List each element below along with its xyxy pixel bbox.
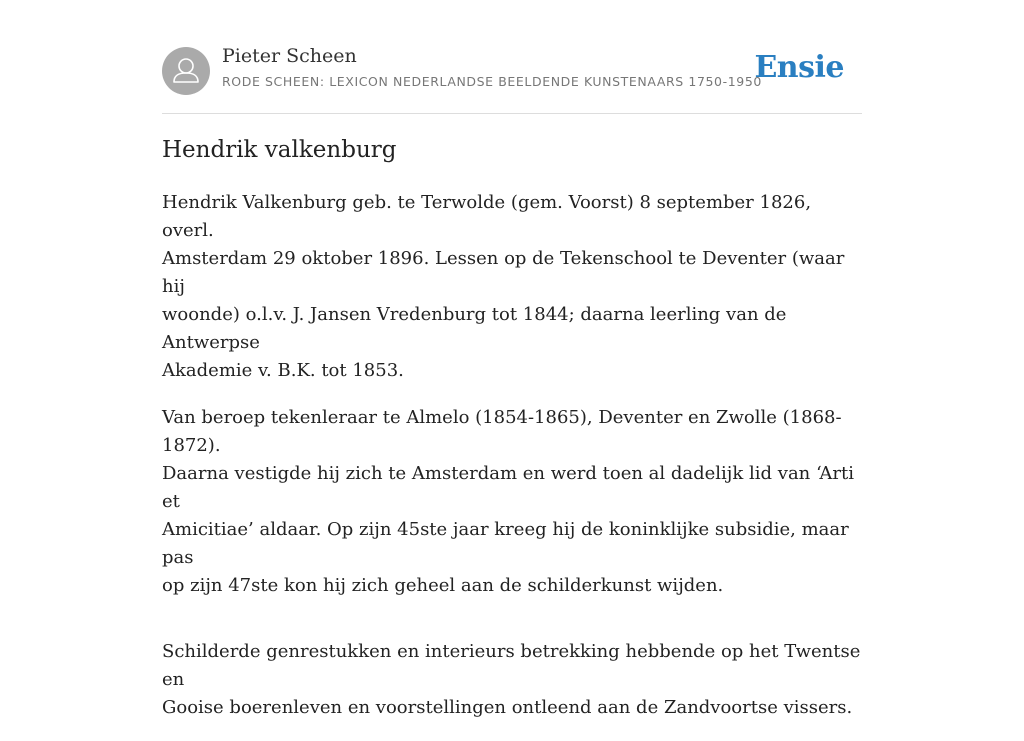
author-avatar[interactable]	[162, 47, 210, 95]
article-paragraph: Hendrik Valkenburg geb. te Terwolde (gem. Voorst) 8 september 1826, overl. Amsterdam 29 oktober 1896. Lessen op de Tekenschool te Deventer (waar hij woonde) o.l.v. J. Jansen Vredenburg tot 1844; daarna leerling van de Antwerpse Akademie v. B.K. tot 1853.	[162, 192, 845, 381]
article-body	[162, 189, 862, 741]
article-paragraph: Van beroep tekenleraar te Almelo (1854-1865), Deventer en Zwolle (1868-1872). Daarna vestigde hij zich te Amsterdam en werd toen al dadelijk lid van ‘Arti et Amicitiae’ aldaar. Op zijn 45ste jaar kreeg hij de koninklijke subsidie, maar pas op zijn 47ste kon hij zich geheel aan de schilderkunst wijden.	[162, 407, 854, 596]
article-paragraph: Schilderde genrestukken en interieurs betrekking hebbende op het Twentse en Gooise boerenleven en voorstellingen ontleend aan de Zandvoortse vissers.	[162, 641, 861, 718]
source-label[interactable]: RODE SCHEEN: LEXICON NEDERLANDSE BEELDENDE KUNSTENAARS 1750-1950	[222, 74, 762, 89]
article-header	[162, 0, 862, 114]
user-silhouette-icon	[162, 47, 210, 95]
author-name[interactable]: Pieter Scheen	[222, 45, 357, 67]
article-title: Hendrik valkenburg	[162, 137, 397, 163]
article-page	[162, 0, 862, 718]
brand-logo[interactable]: Ensie	[754, 50, 844, 85]
